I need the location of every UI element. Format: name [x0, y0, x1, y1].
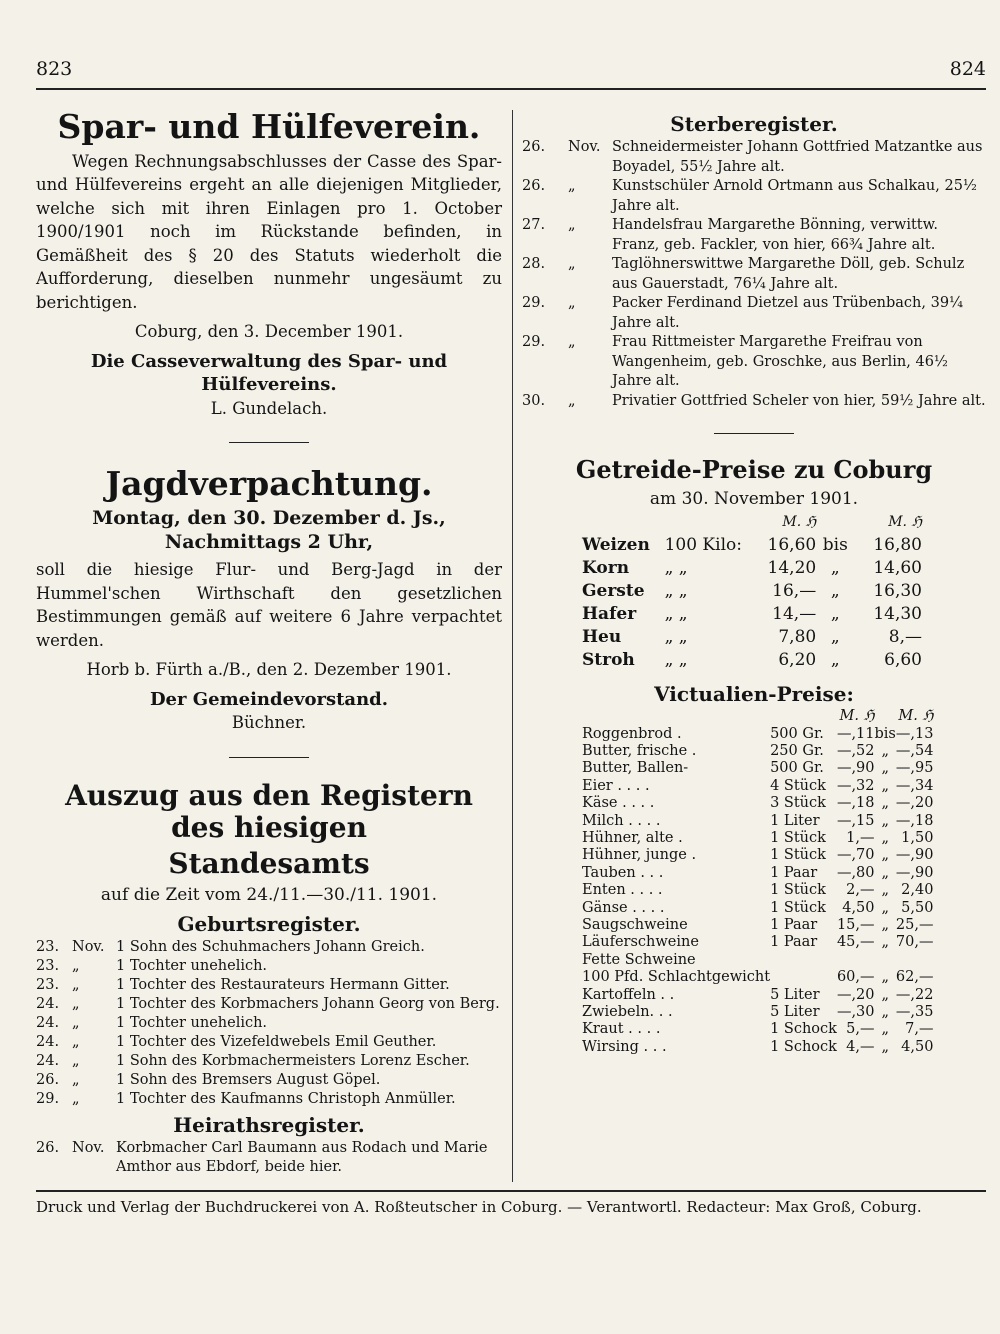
price-cell-a: 14,20	[767, 558, 817, 579]
price-cell-sep: „	[881, 777, 889, 794]
price-cell-name: Enten . . . .	[582, 882, 663, 899]
price-cell-b: —,18	[895, 812, 934, 829]
price-cell-b: 2,40	[901, 882, 934, 899]
price-cell-a: 14,—	[772, 604, 817, 625]
price-cell-name: Eier . . . .	[582, 777, 650, 794]
price-cell-name: Butter, frische .	[582, 742, 697, 759]
right-column	[522, 108, 986, 1056]
entry-text: Taglöhnerswittwe Margarethe Döll, geb. Schulz aus Gauerstadt, 76¼ Jahre alt.	[612, 256, 965, 292]
price-cell-name: Fette Schweine	[582, 951, 696, 968]
jagd-notice	[36, 465, 502, 734]
price-cell-b: —,54	[895, 742, 934, 759]
register-entry	[36, 938, 502, 957]
entry-month: „	[568, 392, 576, 409]
register-entry	[36, 1014, 502, 1033]
marriage-register-list	[36, 1139, 502, 1177]
price-cell-name: Hafer	[582, 604, 637, 625]
entry-day: 29.	[522, 334, 546, 350]
price-cell-q: 4 Stück	[770, 777, 826, 794]
price-cell-q1: 100 Kilo:	[664, 535, 742, 556]
price-row	[582, 557, 922, 580]
price-cell-b: 70,—	[895, 934, 934, 951]
entry-day: 24.	[36, 1014, 60, 1031]
register-entry	[36, 957, 502, 976]
price-row	[582, 649, 922, 672]
entry-text: 1 Tochter des Restaurateurs Hermann Gitter.	[116, 976, 450, 993]
separator	[229, 442, 309, 443]
price-cell-a: —,15	[836, 812, 875, 829]
entry-day: 30.	[522, 392, 546, 409]
imprint-footer: Druck und Verlag der Buchdruckerei von A. Roßteutscher in Coburg. — Verantwortl. Redacteur: Max Groß, Coburg.	[36, 1198, 922, 1216]
price-cell-b: 7,—	[905, 1021, 934, 1038]
entry-day: 23.	[36, 938, 60, 955]
entry-month: „	[72, 976, 80, 993]
price-cell-sep: „	[881, 760, 889, 777]
price-cell-a: 5,—	[846, 1021, 875, 1038]
price-cell-sep: „	[881, 864, 889, 881]
price-cell-b: 4,50	[901, 1038, 934, 1055]
price-cell-b: 5,50	[901, 899, 934, 916]
price-cell-b: 16,80	[873, 535, 922, 556]
price-cell-name: Hühner, alte .	[582, 829, 683, 846]
entry-day: 23.	[36, 976, 60, 993]
price-cell-q: 500 Gr.	[770, 725, 824, 742]
entry-text: 1 Sohn des Schuhmachers Johann Greich.	[116, 938, 425, 955]
birth-register-list	[36, 938, 502, 1109]
price-cell-b: —,13	[895, 725, 934, 742]
price-cell-q: 1 Stück	[770, 882, 826, 899]
price-row	[582, 952, 933, 969]
price-cell-a: —,30	[836, 1004, 875, 1020]
price-cell-sep: „	[881, 986, 889, 1003]
price-cell-b: —,20	[895, 795, 934, 812]
price-cell-sep: „	[881, 882, 889, 899]
entry-text: Kunstschüler Arnold Ortmann aus Schalkau, 25⅟₂ Jahre alt.	[612, 178, 977, 214]
entry-month: „	[568, 295, 576, 311]
price-cell-name: Gerste	[582, 581, 645, 602]
entry-day: 28.	[522, 256, 546, 272]
jagd-when-1: Montag, den 30. Dezember d. Js.,	[92, 507, 446, 530]
jagd-place-date: Horb b. Fürth a./B., den 2. Dezember 1901.	[86, 660, 452, 680]
spar-place-date: Coburg, den 3. December 1901.	[134, 322, 404, 342]
getreide-section	[522, 456, 986, 672]
price-cell-sep: „	[881, 899, 889, 916]
price-cell-name: Hühner, junge .	[582, 847, 697, 864]
register-entry	[36, 976, 502, 995]
price-cell-sep: „	[830, 558, 840, 579]
price-cell-name: Kraut . . . .	[582, 1021, 661, 1038]
price-cell-a: 2,—	[846, 882, 875, 899]
price-cell-a: —,20	[836, 986, 875, 1003]
register-entry	[36, 1071, 502, 1090]
entry-text: Privatier Gottfried Scheler von hier, 59½ Jahre alt.	[612, 392, 986, 409]
entry-day: 29.	[36, 1090, 60, 1107]
price-cell-b: 25,—	[895, 916, 934, 933]
price-cell-name: Käse . . . .	[582, 795, 655, 812]
price-cell-sep: „	[830, 581, 840, 602]
price-cell-name: 100 Pfd. Schlachtgewicht	[582, 969, 771, 986]
price-cell-name: Butter, Ballen-	[582, 760, 689, 777]
entry-text: 1 Tochter des Vizefeldwebels Emil Geuther.	[116, 1033, 437, 1050]
register-entry	[522, 294, 986, 333]
price-cell-sep: „	[881, 847, 889, 864]
price-cell-sep: „	[881, 934, 889, 951]
entry-month: „	[72, 957, 80, 974]
victual-prices-title: Victualien-Preise:	[654, 682, 854, 707]
price-cell-a: —,70	[836, 847, 875, 864]
jagd-signature: Der Gemeindevorstand.	[149, 688, 389, 710]
entry-month: „	[568, 256, 576, 272]
price-cell-name: Saugschweine	[582, 916, 688, 933]
register-entry	[522, 333, 986, 392]
entry-day: 26.	[36, 1139, 60, 1156]
entry-day: 24.	[36, 995, 60, 1012]
birth-register-title: Geburtsregister.	[177, 911, 361, 936]
price-cell-q: 1 Paar	[770, 934, 818, 951]
price-row	[582, 900, 933, 917]
price-cell-q: 250 Gr.	[770, 742, 824, 759]
price-row	[582, 1004, 933, 1021]
price-cell-q: 1 Stück	[770, 829, 826, 846]
price-cell-q1: „ „	[664, 650, 688, 671]
register-entry	[522, 392, 986, 412]
unit-label: M. ℌ	[782, 514, 817, 531]
auszug-title-1: Auszug aus den Registern des hiesigen	[65, 778, 473, 845]
grain-prices-title: Getreide-Preise zu Coburg	[575, 455, 933, 484]
price-cell-b	[896, 952, 934, 969]
spar-signature: Die Casseverwaltung des Spar- und Hülfevereins.	[90, 350, 448, 396]
price-cell-sep: „	[830, 650, 840, 671]
entry-month: Nov.	[568, 139, 601, 155]
price-row	[582, 603, 922, 626]
price-cell-a: 4,50	[842, 899, 875, 916]
entry-day: 24.	[36, 1052, 60, 1069]
price-cell-a: 45,—	[836, 934, 875, 951]
price-cell-q: 1 Schock	[770, 1021, 837, 1038]
price-cell-a: —,32	[836, 777, 875, 794]
unit-label: M. ℌ	[888, 514, 922, 531]
entry-text: 1 Tochter unehelich.	[116, 957, 268, 974]
price-cell-sep: „	[881, 969, 889, 986]
price-cell-b: —,35	[895, 1004, 934, 1020]
price-cell-name: Läuferschweine	[582, 934, 699, 951]
price-cell-name: Zwiebeln. . .	[582, 1004, 673, 1020]
death-register-title: Sterberegister.	[670, 112, 838, 136]
price-cell-q: 1 Stück	[770, 847, 826, 864]
entry-month: „	[72, 1090, 80, 1107]
price-cell-sep: „	[830, 604, 840, 625]
spar-title: Spar- und Hülfeverein.	[57, 107, 481, 146]
register-entry	[36, 1052, 502, 1071]
price-cell-q: 1 Stück	[770, 899, 826, 916]
entry-text: 1 Sohn des Korbmachermeisters Lorenz Escher.	[116, 1052, 470, 1069]
left-column	[36, 108, 502, 1177]
price-row	[582, 969, 933, 986]
victual-prices-table	[582, 708, 933, 1056]
price-cell-name: Roggenbrod .	[582, 725, 682, 742]
price-cell-q	[770, 969, 837, 986]
jagd-name: Büchner.	[231, 713, 307, 733]
price-cell-sep	[875, 952, 896, 969]
price-cell-a: 7,80	[778, 627, 817, 648]
price-row	[582, 987, 933, 1004]
entry-text: 1 Tochter des Korbmachers Johann Georg von Berg.	[116, 995, 500, 1012]
price-cell-a: 1,—	[846, 829, 875, 846]
entry-text: Packer Ferdinand Dietzel aus Trübenbach, 39¼ Jahre alt.	[612, 295, 964, 331]
jagd-body: soll die hiesige Flur- und Berg-Jagd in der Hummel'schen Wirthschaft den gesetzlichen Bestimmungen gemäß auf weitere 6 Jahre verpachtet werden.	[36, 560, 502, 650]
price-cell-b: 14,30	[873, 604, 922, 625]
price-row	[582, 917, 933, 934]
page-number-left: 823	[36, 58, 73, 80]
entry-day: 23.	[36, 957, 60, 974]
price-cell-a: 6,20	[778, 650, 817, 671]
price-cell-b: 6,60	[884, 650, 922, 671]
price-cell-name: Tauben . . .	[582, 864, 664, 881]
entry-month: Nov.	[72, 938, 105, 955]
entry-text: Schneidermeister Johann Gottfried Matzantke aus Boyadel, 55½ Jahre alt.	[612, 139, 983, 175]
price-row	[582, 813, 933, 830]
auszug-section	[36, 780, 502, 1177]
entry-text: Frau Rittmeister Margarethe Freifrau von Wangenheim, geb. Groschke, aus Berlin, 46½ Jahre alt.	[612, 334, 948, 389]
price-cell-a: 16,—	[772, 581, 817, 602]
price-cell-b: —,22	[895, 986, 934, 1003]
price-cell-name: Kartoffeln . .	[582, 986, 675, 1003]
price-row	[582, 580, 922, 603]
price-row	[582, 534, 922, 557]
price-cell-name: Wirsing . . .	[582, 1038, 667, 1055]
price-row	[582, 865, 933, 882]
price-row	[582, 934, 933, 951]
entry-text: Korbmacher Carl Baumann aus Rodach und Marie Amthor aus Ebdorf, beide hier.	[116, 1139, 488, 1175]
top-rule	[36, 88, 986, 90]
price-cell-sep: „	[881, 916, 889, 933]
price-cell-q1: „ „	[664, 627, 688, 648]
price-cell-a	[837, 952, 875, 969]
price-cell-sep: „	[881, 742, 889, 759]
price-cell-sep: „	[881, 812, 889, 829]
spar-body: Wegen Rechnungsabschlusses der Casse des Spar- und Hülfevereins ergeht an alle diejenigen Mitglieder, welche sich mit ihren Einlagen pro 1. October 1900/1901 noch im Rückstande befinden, in Gemäßheit des § 20 des Statuts wiederholt die Aufforderung, dieselben nunmehr ungesäumt zu berichtigen.	[36, 151, 502, 312]
price-cell-b: —,95	[895, 760, 934, 777]
price-cell-a: —,90	[836, 760, 875, 777]
register-entry	[522, 255, 986, 294]
entry-day: 27.	[522, 217, 546, 233]
register-entry	[522, 138, 986, 177]
entry-day: 24.	[36, 1033, 60, 1050]
price-cell-a: 60,—	[836, 969, 875, 986]
price-row	[582, 626, 922, 649]
price-cell-a: —,18	[836, 795, 875, 812]
unit-label: M. ℌ	[898, 708, 934, 725]
price-cell-q1: „ „	[664, 604, 688, 625]
price-row	[582, 1039, 933, 1056]
price-row	[582, 760, 933, 777]
entry-month: „	[568, 178, 576, 194]
spar-name: L. Gundelach.	[210, 398, 328, 418]
jagd-title: Jagdverpachtung.	[105, 464, 433, 504]
price-cell-q: 1 Paar	[770, 916, 818, 933]
price-cell-a: 15,—	[836, 916, 875, 933]
register-entry	[36, 995, 502, 1014]
entry-month: „	[72, 1052, 80, 1069]
entry-month: „	[568, 217, 576, 233]
entry-text: 1 Tochter unehelich.	[116, 1014, 268, 1031]
price-cell-a: —,11	[836, 725, 875, 742]
price-cell-sep: bis	[874, 725, 896, 742]
entry-text: 1 Sohn des Bremsers August Göpel.	[116, 1071, 381, 1088]
price-row	[582, 847, 933, 864]
entry-month: Nov.	[72, 1139, 105, 1156]
price-row	[582, 830, 933, 847]
price-cell-q: 1 Liter	[770, 812, 820, 829]
price-row	[582, 882, 933, 899]
entry-day: 26.	[522, 139, 546, 155]
price-cell-b: 1,50	[901, 829, 934, 846]
page-number-right: 824	[949, 58, 986, 80]
register-entry	[36, 1139, 502, 1177]
register-entry	[522, 177, 986, 216]
price-cell-a: 16,60	[767, 535, 817, 556]
price-cell-q1: „ „	[664, 581, 688, 602]
price-row	[582, 743, 933, 760]
price-cell-sep: „	[830, 627, 840, 648]
register-entry	[522, 216, 986, 255]
price-cell-q	[770, 952, 837, 969]
price-cell-b: 14,60	[873, 558, 922, 579]
marriage-register-title: Heirathsregister.	[173, 1112, 365, 1137]
price-cell-sep: „	[881, 1038, 889, 1055]
price-cell-b: —,90	[895, 864, 934, 881]
price-cell-b: —,90	[895, 847, 934, 864]
footer-rule	[36, 1190, 986, 1192]
separator	[229, 757, 309, 758]
price-cell-q: 3 Stück	[770, 795, 826, 812]
price-cell-name: Weizen	[582, 535, 650, 556]
price-cell-b: 62,—	[895, 969, 934, 986]
entry-month: „	[568, 334, 576, 350]
auszug-period: auf die Zeit vom 24./11.—30./11. 1901.	[100, 885, 438, 906]
price-cell-name: Milch . . . .	[582, 812, 661, 829]
column-divider	[512, 110, 513, 1182]
price-cell-q1: „ „	[664, 558, 688, 579]
price-row	[582, 778, 933, 795]
price-cell-sep: „	[881, 1004, 889, 1020]
entry-text: 1 Tochter des Kaufmanns Christoph Anmüller.	[116, 1090, 456, 1107]
price-row	[582, 726, 933, 743]
price-cell-name: Gänse . . . .	[582, 899, 665, 916]
entry-month: „	[72, 995, 80, 1012]
price-row	[582, 795, 933, 812]
grain-prices-table	[582, 511, 922, 672]
sterbe-section	[522, 112, 986, 411]
price-cell-sep: „	[881, 829, 889, 846]
auszug-title-2: Standesamts	[168, 847, 370, 881]
price-cell-sep: „	[881, 1021, 889, 1038]
price-cell-a: —,52	[836, 742, 875, 759]
price-cell-b: 8,—	[888, 627, 922, 648]
entry-day: 26.	[522, 178, 546, 194]
entry-month: „	[72, 1014, 80, 1031]
price-cell-sep: bis	[822, 535, 848, 556]
register-entry	[36, 1090, 502, 1109]
price-cell-sep: „	[881, 795, 889, 812]
entry-text: Handelsfrau Margarethe Bönning, verwittw. Franz, geb. Fackler, von hier, 66¾ Jahre alt.	[612, 217, 938, 253]
price-cell-name: Heu	[582, 627, 622, 648]
spar-notice	[36, 108, 502, 420]
entry-day: 29.	[522, 295, 546, 311]
price-cell-q: 500 Gr.	[770, 760, 824, 777]
price-cell-q: 5 Liter	[770, 1004, 820, 1020]
price-cell-q: 1 Paar	[770, 864, 818, 881]
register-entry	[36, 1033, 502, 1052]
entry-month: „	[72, 1071, 80, 1088]
death-register-list	[522, 138, 986, 411]
price-cell-q: 5 Liter	[770, 986, 820, 1003]
price-cell-name: Stroh	[582, 650, 635, 671]
price-cell-b: 16,30	[873, 581, 922, 602]
price-cell-a: —,80	[836, 864, 875, 881]
price-cell-q: 1 Schock	[770, 1038, 837, 1055]
separator	[714, 433, 794, 434]
grain-prices-date: am 30. November 1901.	[649, 488, 859, 509]
price-cell-b: —,34	[895, 777, 934, 794]
unit-label: M. ℌ	[839, 708, 875, 725]
victualien-section	[522, 682, 986, 1056]
entry-day: 26.	[36, 1071, 60, 1088]
price-cell-a: 4,—	[846, 1038, 875, 1055]
price-row	[582, 1021, 933, 1038]
jagd-when-2: Nachmittags 2 Uhr,	[164, 530, 374, 553]
entry-month: „	[72, 1033, 80, 1050]
price-cell-name: Korn	[582, 558, 630, 579]
